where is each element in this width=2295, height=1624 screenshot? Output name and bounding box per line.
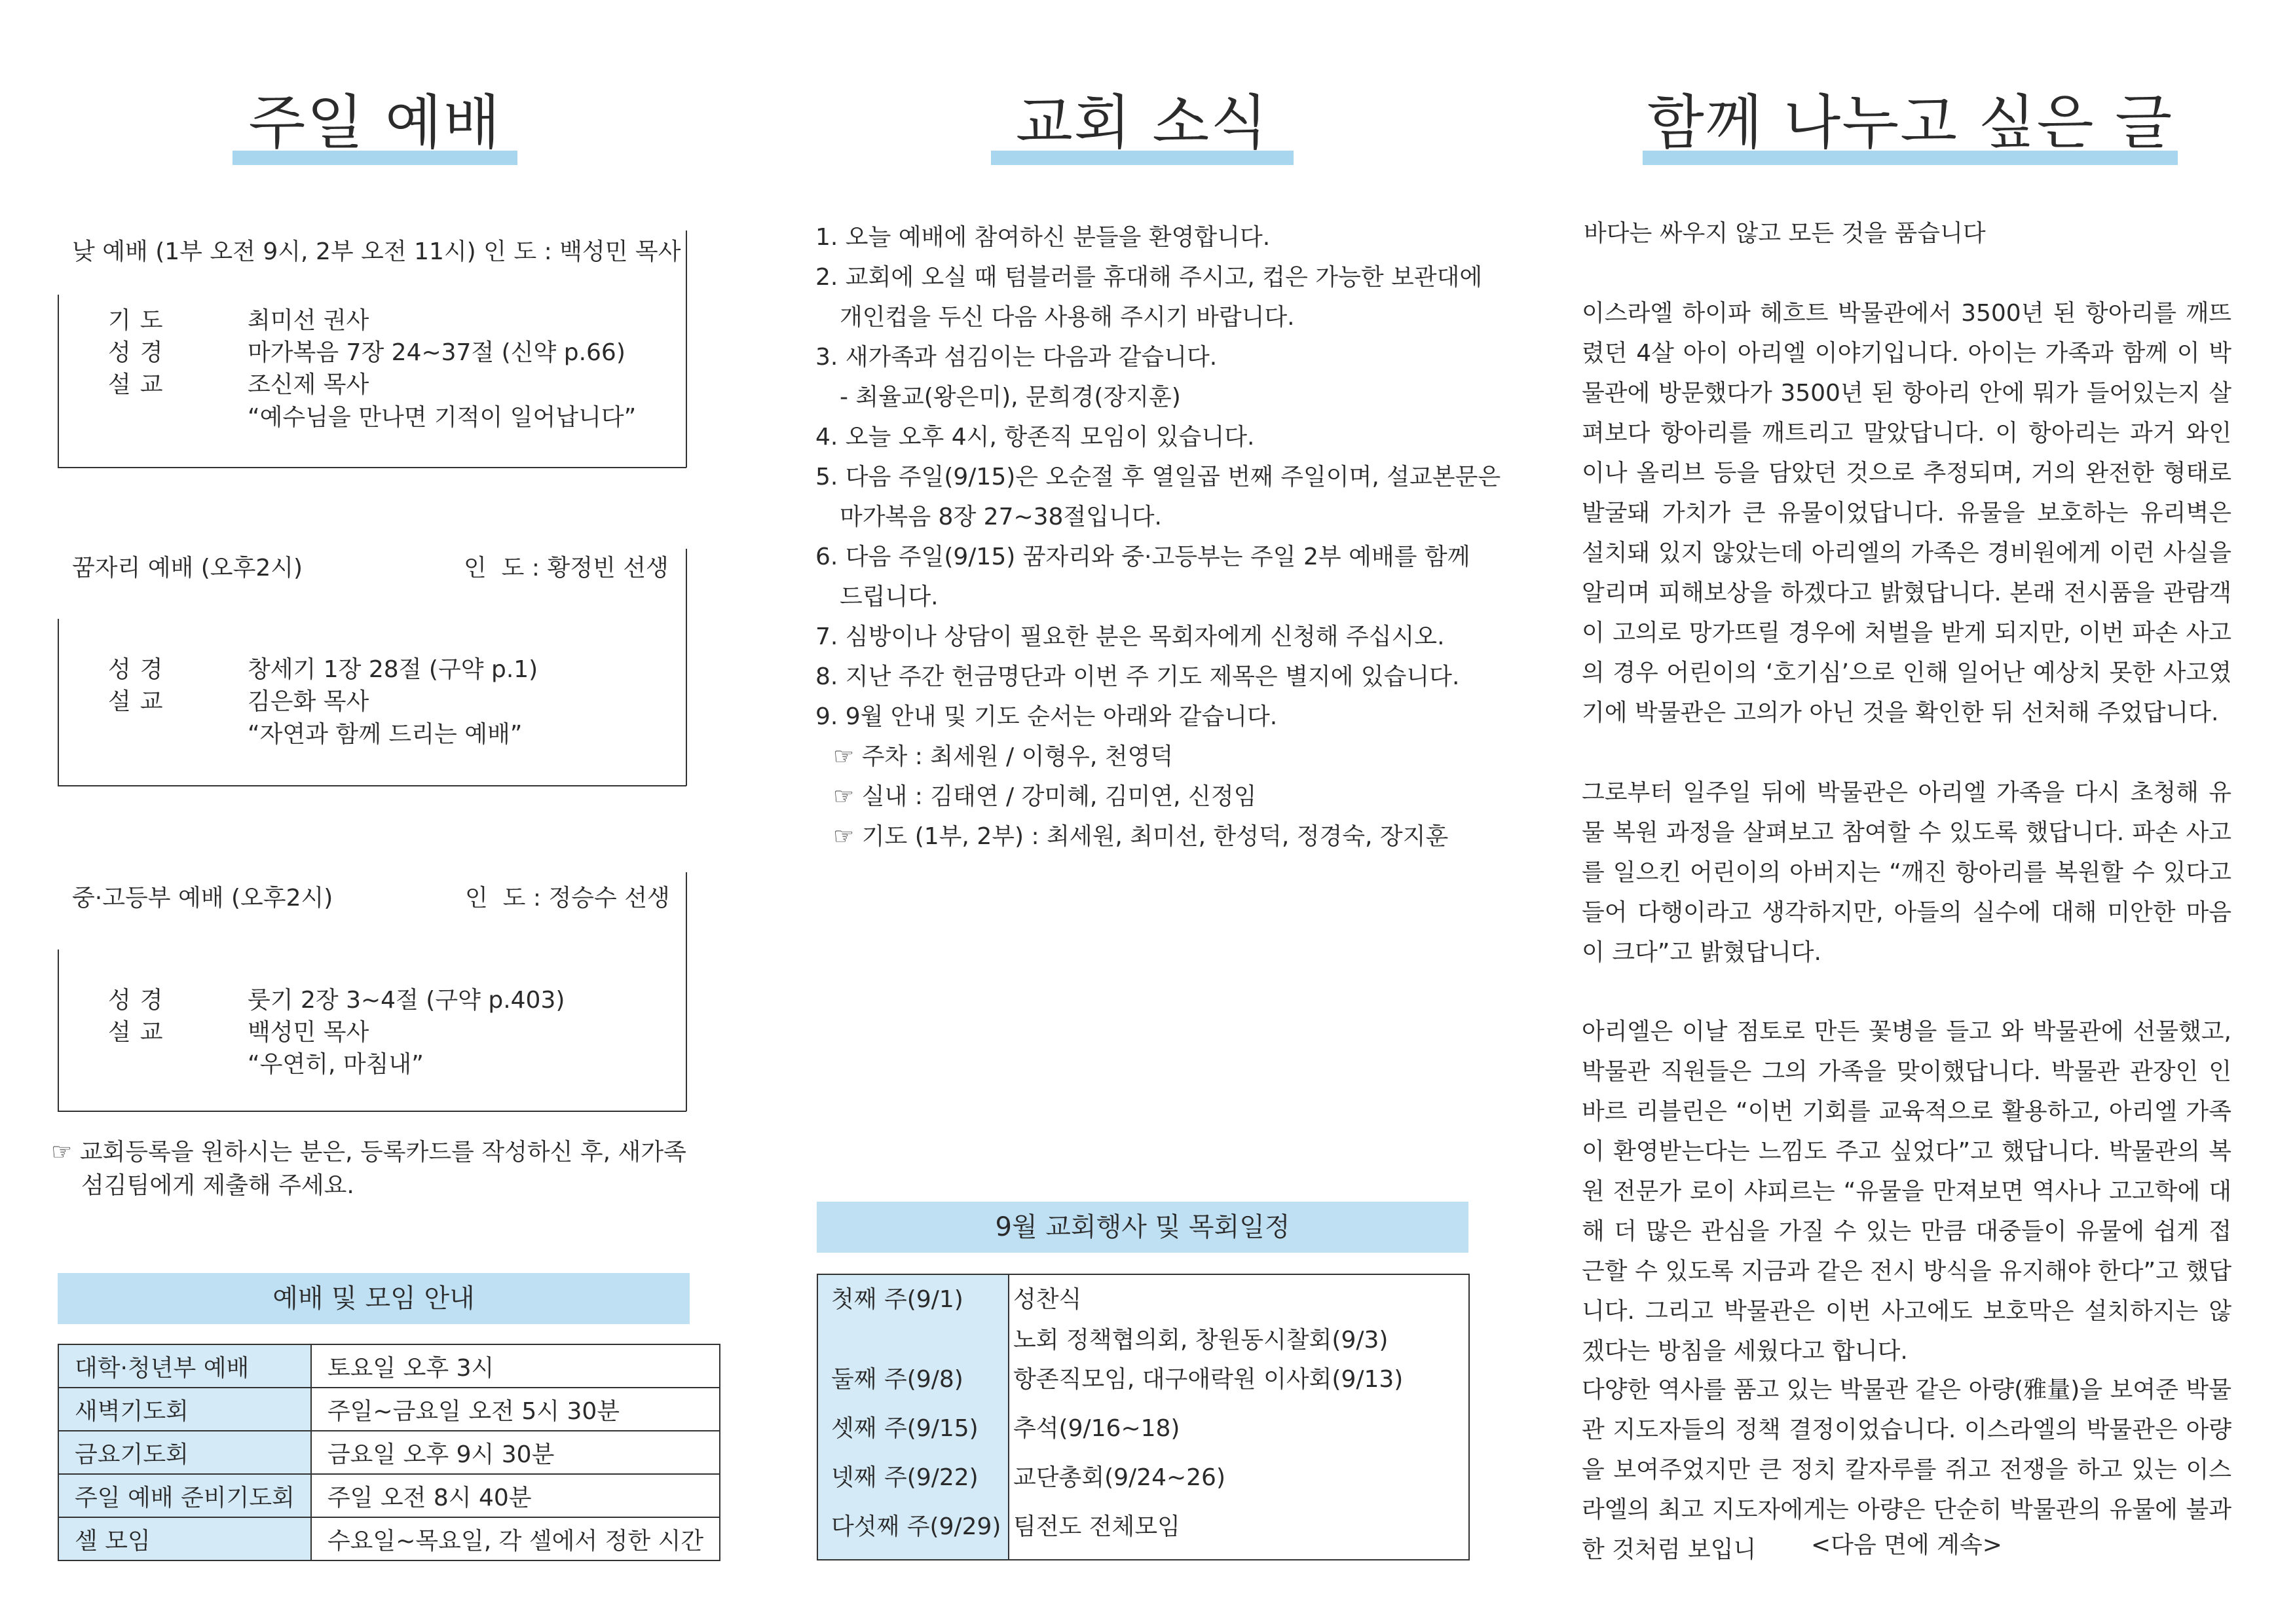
news-item: - 최율교(왕은미), 문희경(장지훈): [840, 384, 1181, 411]
gathering-name: 주일 예배 준비기도회: [58, 1474, 311, 1517]
news-item: 개인컵을 두신 다음 사용해 주시기 바랍니다.: [840, 304, 1295, 331]
news-item: ☞ 기도 (1부, 2부) : 최세원, 최미선, 한성덕, 정경숙, 장지훈: [833, 823, 1449, 850]
gatherings-table: [58, 1344, 720, 1561]
kids-sermon-label: 설교: [108, 688, 172, 715]
news-title: 교회 소식: [1015, 88, 1269, 157]
news-item: 1. 오늘 예배에 참여하신 분들을 환영합니다.: [815, 224, 1271, 251]
gathering-time: 주일~금요일 오전 5시 30분: [311, 1388, 720, 1431]
gathering-name: 대학·청년부 예배: [58, 1344, 311, 1388]
gathering-time: 토요일 오후 3시: [311, 1344, 720, 1388]
prayer-label: 기도: [108, 307, 172, 334]
kids-scripture-label: 성경: [108, 656, 172, 683]
essay-subtitle: 바다는 싸우지 않고 모든 것을 품습니다: [1584, 220, 1986, 247]
essay-paragraph-1: 이스라엘 하이파 헤흐트 박물관에서 3500년 된 항아리를 깨뜨렸던 4살 아이 아리엘 이야기입니다. 아이는 가족과 함께 이 박물관에 방문했다가 3500년 된 항아리 안에 뭐가 들어있는지 살펴보다 항아리를 깨트리고 말았답니다. 이 항아리는 과거 와인이나 올리브 등을 담았던 것으로 추정되며, 거의 완전한 형태로 발굴돼 가치가 큰 유물이었답니다. 유물을 보호하는 유리벽은 설치돼 있지 않았는데 아리엘의 가족은 경비원에게 이런 사실을 알리며 피해보상을 하겠다고 밝혔답니다. 본래 전시품을 관람객이 고의로 망가뜨릴 경우에 처벌을 받게 되지만, 이번 파손 사고의 경우 어린이의 ‘호기심’으로 인해 일어난 예상치 못한 사고였기에 박물관은 고의가 아닌 것을 확인한 뒤 선처해 주었답니다.: [1582, 300, 2231, 726]
sermon-value: 조신제 목사: [248, 371, 369, 398]
table-row: [58, 1344, 720, 1388]
table-row: [58, 1388, 720, 1431]
kids-scripture-value: 창세기 1장 28절 (구약 p.1): [248, 656, 538, 683]
gathering-name: 금요기도회: [58, 1431, 311, 1474]
youth-scripture-label: 성경: [108, 987, 172, 1014]
youth-scripture-value: 룻기 2장 3~4절 (구약 p.403): [248, 987, 565, 1014]
schedule-event: 항존직모임, 대구애락원 이사회(9/13): [1013, 1366, 1404, 1393]
kids-sermon-title: “자연과 함께 드리는 예배”: [248, 721, 523, 748]
sermon-label: 설교: [108, 371, 172, 398]
news-item: 7. 심방이나 상담이 필요한 분은 목회자에게 신청해 주십시오.: [815, 623, 1445, 650]
news-item: 마가복음 8장 27~38절입니다.: [840, 504, 1162, 530]
news-item: 9. 9월 안내 및 기도 순서는 아래와 같습니다.: [815, 703, 1278, 730]
essay-paragraph-3: 아리엘은 이날 점토로 만든 꽃병을 들고 와 박물관에 선물했고, 박물관 직원들은 그의 가족을 맞이했답니다. 박물관 관장인 인바르 리블린은 “이번 기회를 교육적으로 활용하고, 아리엘 가족이 환영받는다는 느낌도 주고 싶었다”고 했답니다. 박물관의 복원 전문가 로이 샤피르는 “유물을 만져보면 역사나 고고학에 대해 더 많은 관심을 가질 수 있는 만큼 대중들이 유물에 쉽게 접근할 수 있도록 지금과 같은 전시 방식을 유지해야 한다”고 했답니다. 그리고 박물관은 이번 사고에도 보호막은 설치하지는 않겠다는 방침을 세웠다고 합니다.: [1582, 1018, 2231, 1365]
kids-service-heading: 꿈자리 예배 (오후2시): [72, 555, 303, 581]
gathering-time: 수요일~목요일, 각 셀에서 정한 시간: [311, 1517, 720, 1560]
worship-title: 주일 예배: [248, 88, 502, 157]
schedule-event: 추석(9/16~18): [1013, 1415, 1180, 1442]
day-service-heading: 낮 예배 (1부 오전 9시, 2부 오전 11시) 인 도 : 백성민 목사: [72, 238, 681, 265]
table-row: [58, 1431, 720, 1474]
schedule-event: 팀전도 전체모임: [1013, 1513, 1180, 1540]
youth-service-heading: 중·고등부 예배 (오후2시): [72, 885, 333, 912]
news-item: 드립니다.: [840, 583, 939, 610]
continued-note: <다음 면에 계속>: [1811, 1532, 2002, 1559]
kids-sermon-value: 김은화 목사: [248, 688, 369, 715]
news-item: 5. 다음 주일(9/15)은 오순절 후 열일곱 번째 주일이며, 설교본문은: [815, 464, 1501, 490]
news-item: ☞ 실내 : 김태연 / 강미혜, 김미연, 신정임: [833, 783, 1257, 810]
news-item: 3. 새가족과 섬김이는 다음과 같습니다.: [815, 344, 1218, 371]
essay-title: 함께 나누고 싶은 글: [1647, 88, 2174, 157]
youth-sermon-title: “우연히, 마침내”: [248, 1051, 424, 1078]
schedule-event: 성찬식: [1013, 1286, 1082, 1313]
youth-service-leader: 인 도 : 정승수 선생: [465, 885, 670, 912]
essay-paragraph-2: 그로부터 일주일 뒤에 박물관은 아리엘 가족을 다시 초청해 유물 복원 과정을 살펴보고 참여할 수 있도록 했답니다. 파손 사고를 일으킨 어린이의 아버지는 “깨진 항아리를 복원할 수 있다고 들어 다행이라고 생각하지만, 아들의 실수에 대해 미안한 마음이 크다”고 밝혔답니다.: [1582, 779, 2231, 966]
schedule-event: 교단총회(9/24~26): [1013, 1464, 1226, 1491]
table-row: [58, 1474, 720, 1517]
news-item: 8. 지난 주간 헌금명단과 이번 주 기도 제목은 별지에 있습니다.: [815, 663, 1460, 690]
essay-paragraph-4: 다양한 역사를 품고 있는 박물관 같은 아량(雅量)을 보여준 박물관 지도자들의 정책 결정이었습니다. 이스라엘의 박물관은 아량을 보여주었지만 큰 정치 칼자루를 쥐고 전쟁을 하고 있는 이스라엘의 최고 지도자에게는 아량은 단순히 박물관의 유물에 불과한 것처럼 보입니: [1582, 1376, 2231, 1563]
gathering-name: 새벽기도회: [58, 1388, 311, 1431]
schedule-week: 첫째 주(9/1): [831, 1286, 963, 1313]
prayer-value: 최미선 권사: [248, 307, 369, 334]
scripture-value: 마가복음 7장 24~37절 (신약 p.66): [248, 339, 625, 366]
table-row: [58, 1517, 720, 1560]
gathering-time: 주일 오전 8시 40분: [311, 1474, 720, 1517]
schedule-week: 셋째 주(9/15): [831, 1415, 979, 1442]
schedule-week: 둘째 주(9/8): [831, 1366, 963, 1393]
youth-sermon-label: 설교: [108, 1019, 172, 1046]
registration-note-line1: ☞ 교회등록을 원하시는 분은, 등록카드를 작성하신 후, 새가족: [51, 1139, 686, 1166]
sermon-title: “예수님을 만나면 기적이 일어납니다”: [248, 404, 637, 431]
news-item: ☞ 주차 : 최세원 / 이형우, 천영덕: [833, 743, 1174, 770]
gathering-time: 금요일 오후 9시 30분: [311, 1431, 720, 1474]
schedule-week: 다섯째 주(9/29): [831, 1513, 1001, 1540]
gatherings-banner: 예배 및 모임 안내: [58, 1273, 690, 1324]
news-item: 4. 오늘 오후 4시, 항존직 모임이 있습니다.: [815, 424, 1255, 451]
scripture-label: 성경: [108, 339, 172, 366]
schedule-event: 노회 정책협의회, 창원동시찰회(9/3): [1013, 1327, 1389, 1354]
registration-note-line2: 섬김팀에게 제출해 주세요.: [81, 1172, 354, 1199]
schedule-banner: 9월 교회행사 및 목회일정: [817, 1202, 1468, 1253]
kids-service-leader: 인 도 : 황정빈 선생: [464, 555, 669, 581]
youth-sermon-value: 백성민 목사: [248, 1019, 369, 1046]
gathering-name: 셀 모임: [58, 1517, 311, 1560]
news-item: 6. 다음 주일(9/15) 꿈자리와 중·고등부는 주일 2부 예배를 함께: [815, 544, 1470, 570]
schedule-table: [817, 1274, 1470, 1560]
news-item: 2. 교회에 오실 때 텀블러를 휴대해 주시고, 컵은 가능한 보관대에: [815, 264, 1483, 291]
schedule-week: 넷째 주(9/22): [831, 1464, 979, 1491]
